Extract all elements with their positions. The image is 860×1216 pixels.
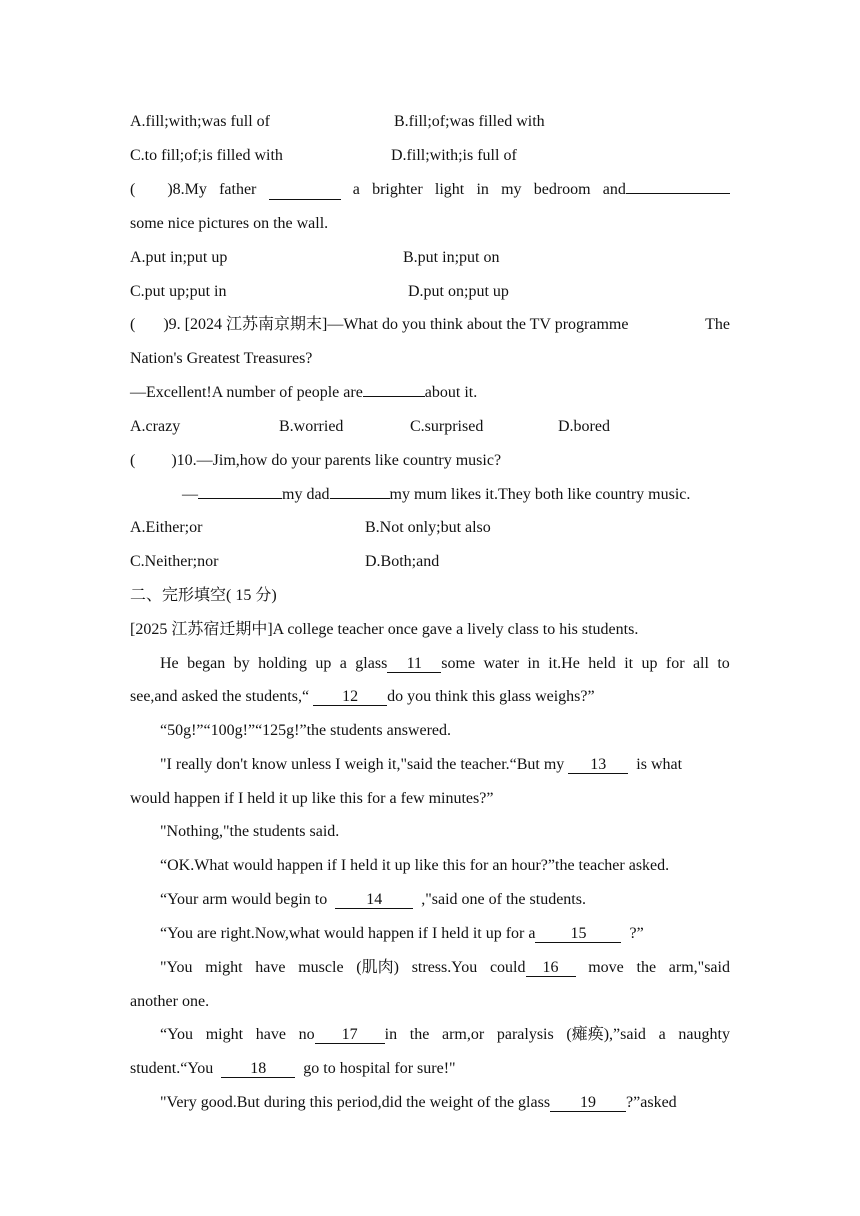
passage-word: “You — [160, 1026, 194, 1043]
passage-p2: “50g!”“100g!”“125g!”the students answered. — [160, 722, 451, 739]
passage-word: held — [588, 655, 616, 672]
q7-option-a: A.fill;with;was full of — [130, 113, 270, 130]
passage-word: holding — [258, 655, 307, 672]
q8-blank-1[interactable] — [269, 180, 341, 200]
passage-text: see,and asked the students,“ — [130, 688, 310, 705]
passage-word: have — [255, 959, 286, 976]
passage-p4: "Nothing,"the students said. — [160, 823, 340, 840]
q9-option-a: A.crazy — [130, 418, 181, 435]
q9-line2: Nation's Greatest Treasures? — [130, 350, 313, 367]
blank-15[interactable]: 15 — [535, 926, 621, 943]
q9-option-b: B.worried — [279, 418, 344, 435]
passage-text: "I really don't know unless I weigh it,"said the teacher.“But my — [160, 756, 565, 773]
passage-text: go to hospital for sure!" — [303, 1060, 456, 1077]
passage-word: have — [255, 1026, 286, 1043]
passage-p10 — [160, 1093, 677, 1113]
passage-word: arm,"said — [668, 959, 730, 976]
passage-text: ?”asked — [626, 1094, 677, 1111]
q8-blank-2[interactable] — [626, 193, 730, 194]
blank-16[interactable]: 16 — [526, 960, 576, 977]
passage-word: arm,or — [441, 1026, 485, 1043]
passage-word: began — [187, 655, 226, 672]
passage-word: some — [441, 655, 476, 672]
q9-line1 — [130, 315, 730, 335]
q10-blank-1[interactable] — [198, 498, 282, 499]
passage-text: “You are right.Now,what would happen if I held it up for a — [160, 925, 536, 942]
passage-word: might — [205, 1026, 244, 1043]
q9-answer-text: —Excellent!A number of people are — [130, 384, 363, 401]
passage-word: it.He — [548, 655, 580, 672]
q8-line1 — [130, 180, 730, 200]
passage-word: glass — [355, 655, 388, 672]
q10-option-a: A.Either;or — [130, 519, 203, 536]
q10-line2 — [182, 485, 690, 505]
q10-text: my mum likes it.They both like country music. — [389, 486, 691, 503]
q8-word: bedroom — [533, 181, 591, 198]
q8-word: a — [352, 181, 360, 198]
blank-12[interactable]: 12 — [313, 689, 387, 706]
q10-line1: ( )10.—Jim,how do your parents like country music? — [130, 452, 502, 469]
passage-word: water — [483, 655, 520, 672]
q8-word: my — [501, 181, 522, 198]
q8-word: brighter — [372, 181, 423, 198]
q8-option-b: B.put in;put on — [403, 249, 500, 266]
blank-14[interactable]: 14 — [335, 892, 413, 909]
section-heading: 二、完形填空( 15 分) — [130, 587, 277, 604]
passage-p8-line1 — [160, 958, 730, 978]
passage-word: the — [636, 959, 657, 976]
blank-19[interactable]: 19 — [550, 1095, 626, 1112]
blank-11[interactable]: 11 — [387, 656, 441, 673]
q8-word: and — [602, 181, 626, 198]
passage-word: "You — [160, 959, 193, 976]
passage-word: by — [233, 655, 250, 672]
q8-word: light — [434, 181, 465, 198]
passage-word: move — [588, 959, 624, 976]
passage-word: a — [339, 655, 347, 672]
passage-word: He — [160, 655, 179, 672]
q9-stem-end: The — [705, 316, 730, 333]
passage-word: in — [384, 1026, 398, 1043]
q10-option-c: C.Neither;nor — [130, 553, 219, 570]
section-source: [2025 江苏宿迁期中]A college teacher once gave a lively class to his students. — [130, 621, 639, 638]
passage-word: no — [298, 1026, 315, 1043]
passage-word: a — [658, 1026, 666, 1043]
q10-option-b: B.Not only;but also — [365, 519, 491, 536]
blank-13[interactable]: 13 — [568, 757, 628, 774]
q9-blank[interactable] — [363, 396, 425, 397]
passage-text: "Very good.But during this period,did the weight of the glass — [160, 1094, 551, 1111]
passage-word: up — [641, 655, 658, 672]
q8-option-d: D.put on;put up — [408, 283, 509, 300]
passage-p3-line1 — [160, 755, 682, 775]
passage-word: it — [624, 655, 634, 672]
passage-p7 — [160, 924, 644, 944]
q9-option-c: C.surprised — [410, 418, 484, 435]
passage-text: student.“You — [130, 1060, 214, 1077]
q9-stem: ( )9. [2024 江苏南京期末]—What do you think about the TV programme — [130, 316, 629, 333]
passage-word: naughty — [678, 1026, 730, 1043]
passage-word: all — [692, 655, 709, 672]
q7-option-b: B.fill;of;was filled with — [394, 113, 545, 130]
passage-text: is what — [636, 756, 683, 773]
passage-text: “Your arm would begin to — [160, 891, 328, 908]
q8-paren: ( )8.My — [130, 181, 207, 198]
passage-word: paralysis — [496, 1026, 554, 1043]
passage-text: do you think this glass weighs?” — [387, 688, 595, 705]
passage-p6 — [160, 890, 586, 910]
q7-option-c: C.to fill;of;is filled with — [130, 147, 283, 164]
blank-18[interactable]: 18 — [221, 1061, 295, 1078]
passage-word: stress.You — [411, 959, 478, 976]
passage-word: in — [527, 655, 540, 672]
blank-17[interactable]: 17 — [315, 1027, 385, 1044]
q8-word: in — [476, 181, 489, 198]
q9-answer-text: about it. — [424, 384, 478, 401]
passage-word: (肌肉) — [356, 959, 399, 976]
passage-p8-line2: another one. — [130, 993, 210, 1010]
q10-dash: — — [182, 486, 198, 503]
passage-p9-line2 — [130, 1059, 456, 1079]
passage-word: could — [489, 959, 526, 976]
passage-p1-line2 — [130, 687, 595, 707]
q10-option-d: D.Both;and — [365, 553, 440, 570]
passage-p5: “OK.What would happen if I held it up like this for an hour?”the teacher asked. — [160, 857, 670, 874]
q10-text: my dad — [282, 486, 330, 503]
passage-text: ,"said one of the students. — [421, 891, 586, 908]
q8-line2: some nice pictures on the wall. — [130, 215, 329, 232]
passage-word: might — [205, 959, 243, 976]
passage-word: for — [665, 655, 685, 672]
passage-p9-line1 — [160, 1025, 730, 1045]
q7-option-d: D.fill;with;is full of — [391, 147, 517, 164]
passage-p3-line2: would happen if I held it up like this for a few minutes?” — [130, 790, 494, 807]
q8-word: father — [219, 181, 257, 198]
passage-word: to — [717, 655, 730, 672]
q10-blank-2[interactable] — [330, 498, 390, 499]
passage-p1-line1 — [160, 654, 730, 674]
passage-word: the — [409, 1026, 430, 1043]
passage-word: up — [315, 655, 332, 672]
passage-text: ?” — [629, 925, 644, 942]
q9-option-d: D.bored — [558, 418, 610, 435]
q9-line3 — [130, 383, 477, 403]
passage-word: (瘫痪),”said — [566, 1026, 646, 1043]
q8-option-a: A.put in;put up — [130, 249, 228, 266]
passage-word: muscle — [298, 959, 344, 976]
q8-option-c: C.put up;put in — [130, 283, 227, 300]
